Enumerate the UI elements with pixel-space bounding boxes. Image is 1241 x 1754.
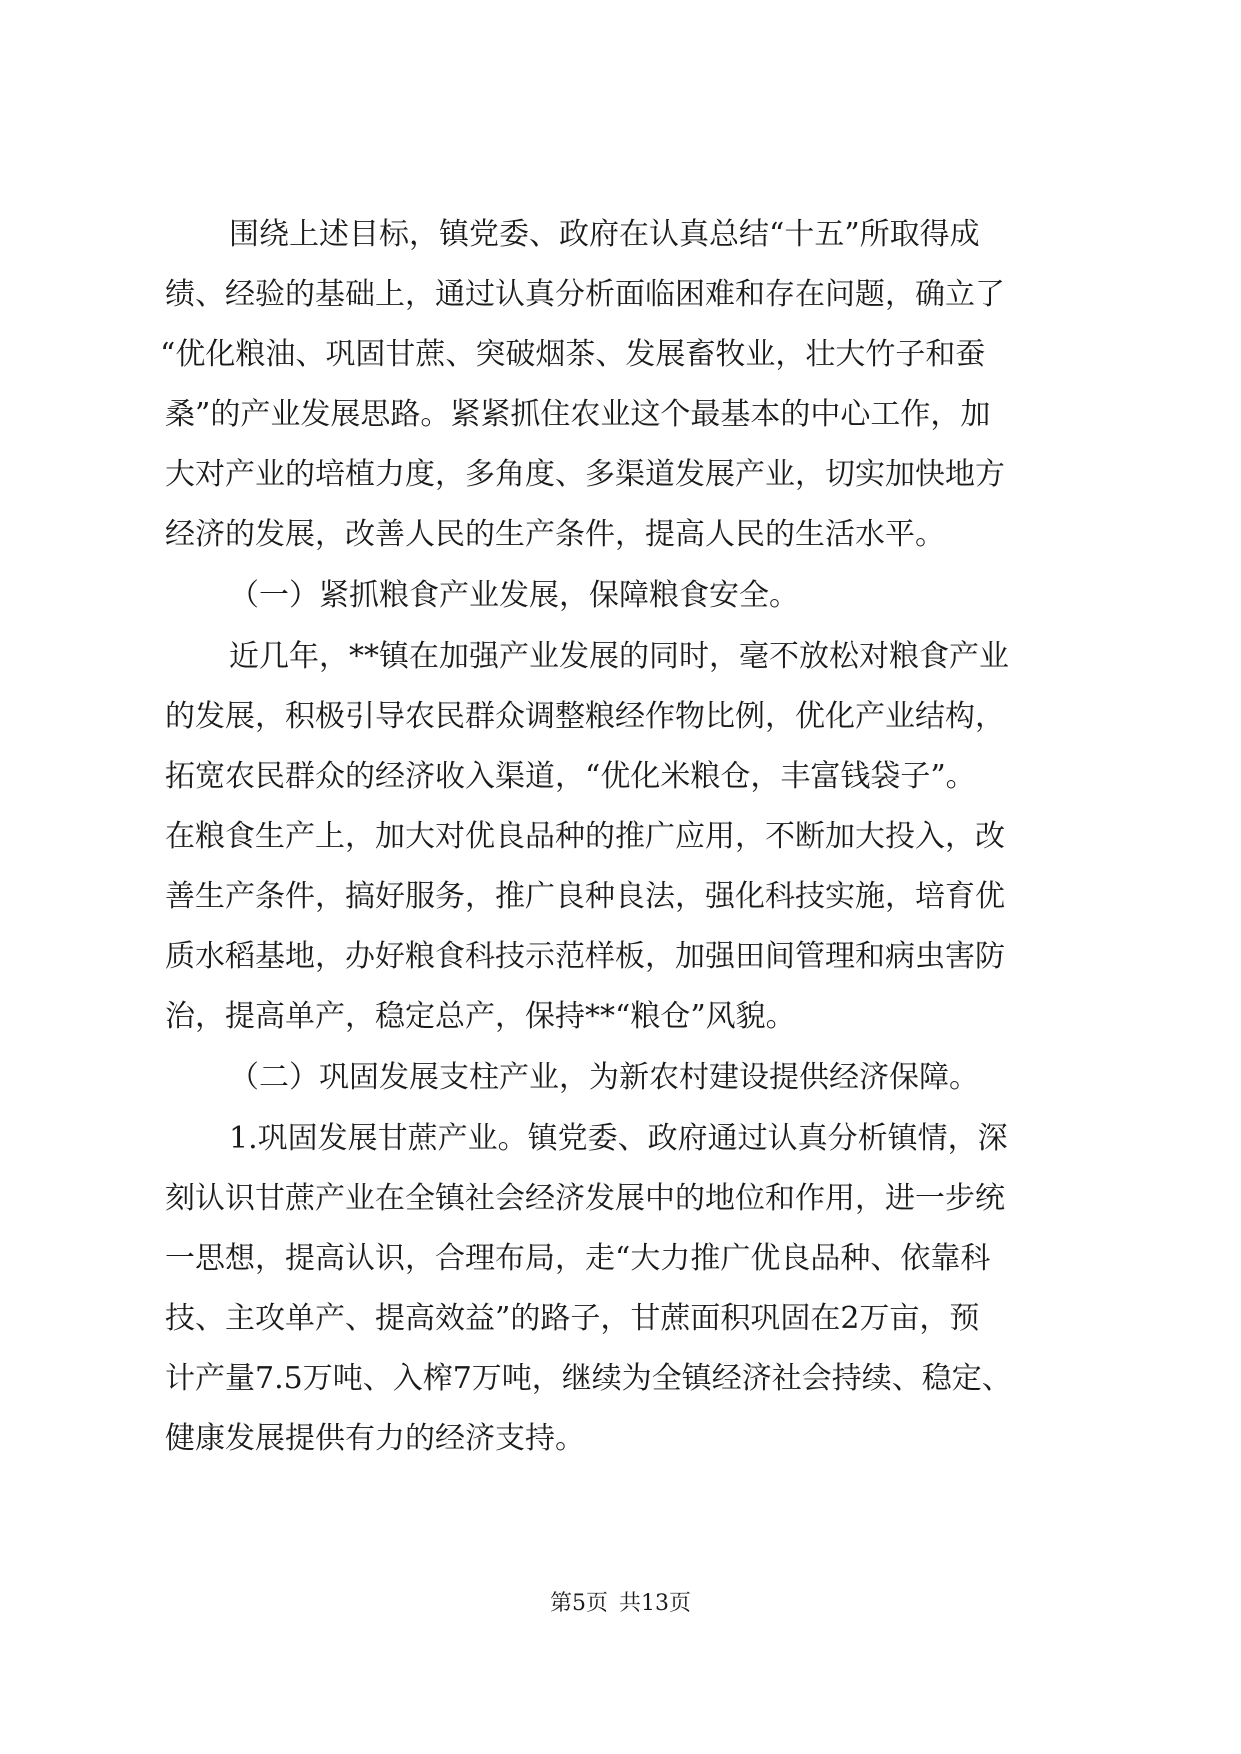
- text-line: 技、主攻单产、提高效益”的路子，甘蔗面积巩固在2万亩，预: [165, 1301, 980, 1336]
- text-line: 拓宽农民群众的经济收入渠道，“优化米粮仓，丰富钱袋子”。: [165, 759, 976, 794]
- text-line: 桑”的产业发展思路。紧紧抓住农业这个最基本的中心工作，加: [165, 397, 991, 432]
- text-line: 治，提高单产，稳定总产，保持**“粮仓”风貌。: [165, 999, 796, 1034]
- text-line: 质水稻基地，办好粮食科技示范样板，加强田间管理和病虫害防: [165, 939, 1005, 974]
- text-line: “优化粮油、巩固甘蔗、突破烟茶、发展畜牧业，壮大竹子和蚕: [160, 337, 986, 372]
- text-line: 的发展，积极引导农民群众调整粮经作物比例，优化产业结构，: [165, 699, 1005, 734]
- text-line: 近几年，**镇在加强产业发展的同时，毫不放松对粮食产业: [229, 639, 1009, 674]
- text-line: 1.巩固发展甘蔗产业。镇党委、政府通过认真分析镇情，深: [229, 1121, 1008, 1156]
- page-total: 共13页: [619, 1591, 691, 1616]
- text-line: 绩、经验的基础上，通过认真分析面临困难和存在问题，确立了: [165, 277, 1005, 312]
- text-line: 围绕上述目标，镇党委、政府在认真总结“十五”所取得成: [229, 217, 980, 252]
- page-footer: [0, 1589, 1241, 1619]
- page-number: 第5页: [550, 1591, 608, 1616]
- section-heading: （一）紧抓粮食产业发展，保障粮食安全。: [229, 578, 799, 613]
- text-line: 刻认识甘蔗产业在全镇社会经济发展中的地位和作用，进一步统: [165, 1181, 1005, 1216]
- text-line: 一思想，提高认识，合理布局，走“大力推广优良品种、依靠科: [165, 1241, 991, 1276]
- text-line: 善生产条件，搞好服务，推广良种良法，强化科技实施，培育优: [165, 879, 1005, 914]
- text-line: 在粮食生产上，加大对优良品种的推广应用，不断加大投入，改: [165, 819, 1005, 854]
- text-line: 计产量7.5万吨、入榨7万吨，继续为全镇经济社会持续、稳定、: [165, 1361, 1012, 1396]
- text-line: 健康发展提供有力的经济支持。: [165, 1421, 585, 1456]
- text-line: 经济的发展，改善人民的生产条件，提高人民的生活水平。: [165, 517, 945, 552]
- section-heading: （二）巩固发展支柱产业，为新农村建设提供经济保障。: [229, 1060, 979, 1095]
- text-line: 大对产业的培植力度，多角度、多渠道发展产业，切实加快地方: [165, 457, 1005, 492]
